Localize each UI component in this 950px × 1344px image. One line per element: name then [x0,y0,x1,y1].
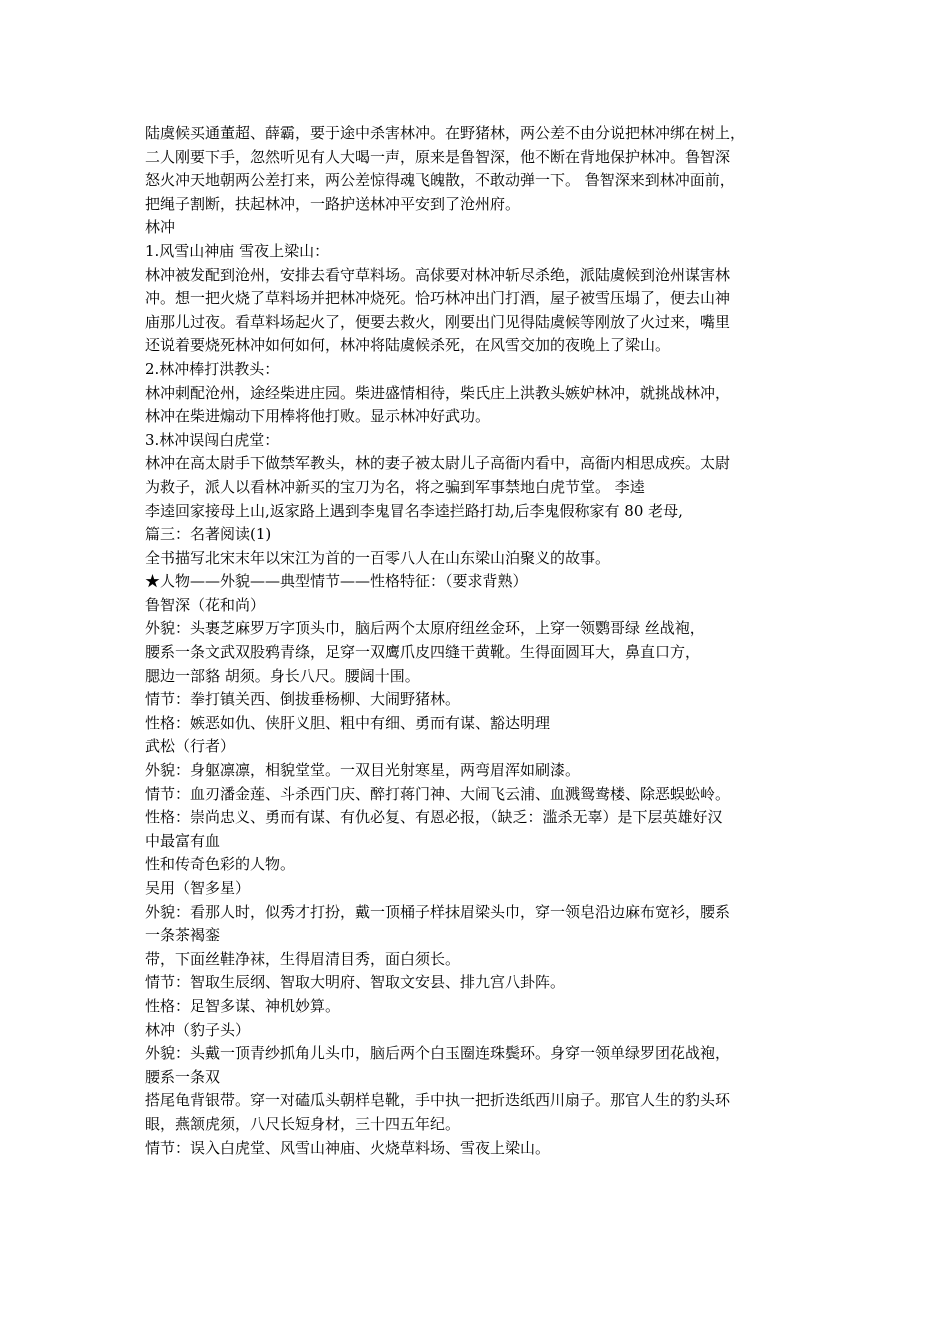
text-line: 怒火冲天地朝两公差打来，两公差惊得魂飞魄散，不敢动弹一下。 鲁智深来到林冲面前， [145,171,735,190]
text-line: 情节：血刃潘金莲、斗杀西门庆、醉打蒋门神、大闹飞云浦、血溅鸳鸯楼、除恶蜈蚣岭。 [145,784,731,803]
text-line: 林冲刺配沧州，途经柴进庄园。柴进盛情相待，柴氏庄上洪教头嫉妒林冲，就挑战林冲， [145,383,731,402]
text-line: 冲。想一把火烧了草料场并把林冲烧死。恰巧林冲出门打酒，屋子被雪压塌了，便去山神 [145,289,731,308]
text-line: 腮边一部貉 胡须。身长八尺。腰阔十围。 [145,666,420,685]
text-line: 情节：拳打镇关西、倒拔垂杨柳、大闹野猪林。 [145,690,461,709]
text-line: 外貌：头戴一顶青纱抓角儿头巾，脑后两个白玉圈连珠鬓环。身穿一领单绿罗团花战袍， [145,1044,731,1063]
text-line: 把绳子割断，扶起林冲，一路护送林冲平安到了沧州府。 [145,194,521,213]
text-line: 2.林冲棒打洪教头： [145,359,280,378]
text-line: 陆虞候买通董超、薛霸，要于途中杀害林冲。在野猪林，两公差不由分说把林冲绑在树上， [145,124,746,142]
text-line: 情节：智取生辰纲、智取大明府、智取文安县、排九宫八卦阵。 [145,973,566,992]
text-line: 带，下面丝鞋净袜，生得眉清目秀，面白须长。 [145,949,461,968]
text-line: 中最富有血 [145,831,221,850]
text-line: 还说着要烧死林冲如何如何，林冲将陆虞候杀死，在风雪交加的夜晚上了梁山。 [145,336,671,355]
text-line: 外貌：头裹芝麻罗万字顶头巾，脑后两个太原府纽丝金环，上穿一领鹦哥绿 丝战袍， [145,619,705,638]
text-line: 武松（行者） [145,737,236,756]
text-line: 李逵回家接母上山,返家路上遇到李鬼冒名李逵拦路打劫,后李鬼假称家有 80 老母, [145,501,683,520]
text-line: 搭尾龟背银带。穿一对磕瓜头朝样皂靴，手中执一把折迭纸西川扇子。那官人生的豹头环 [145,1091,731,1110]
text-line: 吴用（智多星） [145,879,251,897]
text-line: 腰系一条双 [145,1067,221,1086]
text-line: 林冲在高太尉手下做禁军教头，林的妻子被太尉儿子高衙内看中，高衙内相思成疾。太尉 [145,454,731,473]
text-line: 篇三：名著阅读(1) [145,525,272,544]
text-line: 林冲在柴进煽动下用棒将他打败。显示林冲好武功。 [145,407,491,426]
text-line: 情节：误入白虎堂、风雪山神庙、火烧草料场、雪夜上梁山。 [145,1138,551,1157]
document-body [145,122,810,1160]
text-line: 为救子，派人以看林冲新买的宝刀为名，将之骗到军事禁地白虎节堂。 李逵 [145,477,645,496]
text-line: 外貌：看那人时，似秀才打扮，戴一顶桶子样抹眉梁头巾，穿一领皂沿边麻布宽衫，腰系 [145,902,731,921]
text-line: 3.林冲误闯白虎堂： [145,430,280,449]
text-line: 林冲（豹子头） [145,1020,251,1039]
text-line: 全书描写北宋末年以宋江为首的一百零八人在山东梁山泊聚义的故事。 [145,548,611,567]
text-line: 鲁智深（花和尚） [145,595,266,614]
text-line: 二人刚要下手，忽然听见有人大喝一声，原来是鲁智深，他不断在背地保护林冲。鲁智深 [145,147,731,166]
text-line: ★人物——外貌——典型情节——性格特征：（要求背熟） [145,572,528,591]
text-line: 庙那儿过夜。看草料场起火了，便要去救火，刚要出门见得陆虞候等刚放了火过来，嘴里 [145,312,731,331]
text-line: 性格：嫉恶如仇、侠肝义胆、粗中有细、勇而有谋、豁达明理 [145,713,551,732]
text-line: 1.风雪山神庙 雪夜上梁山： [145,241,330,260]
text-line: 林冲 [145,218,176,237]
text-line: 外貌：身躯凛凛，相貌堂堂。一双目光射寒星，两弯眉浑如刷漆。 [145,761,581,780]
text-line: 眼，燕颔虎须，八尺长短身材，三十四五年纪。 [145,1114,461,1133]
text-line: 性格：崇尚忠义、勇而有谋、有仇必复、有恩必报，（缺乏：滥杀无辜）是下层英雄好汉 [145,808,723,827]
text-line: 一条茶褐銮 [145,926,221,945]
text-line: 性格：足智多谋、神机妙算。 [145,996,341,1015]
text-line: 林冲被发配到沧州，安排去看守草料场。高俅要对林冲斩尽杀绝，派陆虞候到沧州谋害林 [145,265,731,284]
text-line: 腰系一条文武双股鸦青绦，足穿一双鹰爪皮四缝干黄靴。生得面圆耳大，鼻直口方， [145,643,701,662]
text-line: 性和传奇色彩的人物。 [145,855,296,874]
